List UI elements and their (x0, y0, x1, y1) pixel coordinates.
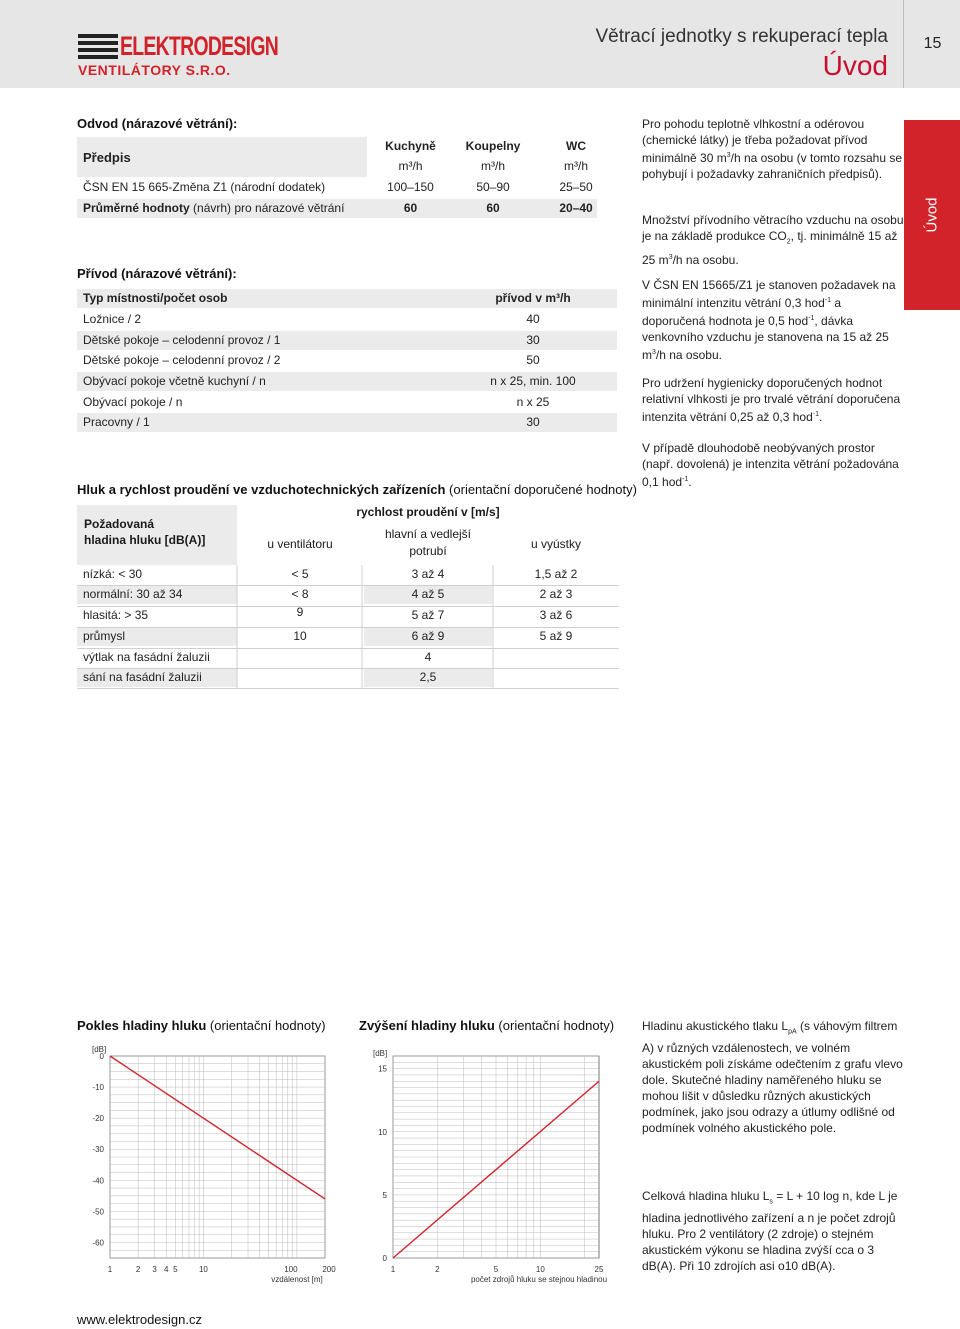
text-paragraph-1: Pro pohodu teplotně vlhkostní a odérovou (chemické látky) je třeba požadovat přívod minimálně 30 $m^3/h$ na osobu (v tomto rozsahu se pohybují i požadavky zahraničních předpisů). (642, 117, 903, 181)
row-value: < 8 (291, 587, 309, 601)
x-tick-label: 5 (493, 1265, 499, 1274)
chart2-title: Zvýšení hladiny hluku (orientační hodnoty) (359, 1018, 615, 1033)
side-section-tab (904, 120, 960, 310)
text-paragraph-4: Pro udržení hygienicky doporučených hodnot relativní vlhkosti je pro trvalé větrání doporučena intenzita větrání 0,25 až 0,3 hod$^{-1}$. (642, 376, 901, 424)
page-header (0, 0, 960, 88)
row-label: nízká: < 30 (83, 567, 143, 581)
row-value: 9 (296, 605, 304, 619)
x-tick-label: 100 (284, 1265, 298, 1274)
chart-zvyseni (359, 1040, 619, 1290)
text-paragraph-6: Hladinu akustického tlaku $L_{pA}$ (s váhovým filtrem A) v různých vzdálenostech, ve volném akustickém poli získáme odečtením z grafu vlevo dole. Skutečné hladiny naměřeného hluku se mohou lišit v důsledku různých akustických podmínek, jako jsou odrazy a útlumy odlišné od podmínek volného akustického pole. (642, 1019, 903, 1136)
row-label: hlasitá: > 35 (83, 608, 149, 622)
hluk-head-left-1: Požadovaná (84, 517, 155, 531)
row-label: Obývací pokoje / n (83, 395, 183, 409)
x-tick-label: 2 (435, 1265, 440, 1274)
logo-name: ELEKTRODESIGN (120, 30, 279, 61)
unit-wc: m³/h (564, 159, 588, 173)
col-hlavni-1: hlavní a vedlejší (384, 527, 472, 541)
row-label: Obývací pokoje včetně kuchyní / n (83, 374, 266, 388)
row-value: 60 (486, 201, 500, 215)
y-tick-label: -60 (92, 1238, 104, 1248)
privod-title: Přívod (nárazové větrání): (77, 266, 237, 281)
row-value: 50–90 (476, 180, 510, 194)
privod-head-left: Typ místnosti/počet osob (83, 291, 228, 305)
row-value: 2,5 (419, 670, 437, 684)
x-tick-label: 10 (535, 1265, 545, 1274)
text-paragraph-7: Celková hladina hluku $L_s = L + 10$ log n, kde L je hladina jednotlivého zařízení a n je počet zdrojů hluku. Pro 2 ventilátory (2 zdroje) o stejném akustickém výkonu se hladina zvýší cca o 3 dB(A). Při 10 zdrojích asi o10 dB(A). (642, 1189, 898, 1274)
y-tick-label: 5 (382, 1190, 387, 1200)
unit-koupelny: m³/h (481, 159, 505, 173)
x-tick-label: 200 (322, 1265, 336, 1274)
predpis-label: Předpis (83, 150, 131, 165)
x-tick-label: 5 (173, 1265, 178, 1274)
unit-kuchyne: m³/h (398, 159, 423, 173)
page-number: 15 (903, 0, 960, 88)
hluk-title: Hluk a rychlost proudění ve vzduchotechnických zařízeních (orientační doporučené hodnoty) (77, 482, 637, 497)
col-kuchyne: Kuchyně (385, 139, 436, 153)
row-value: n x 25, min. 100 (490, 374, 576, 388)
x-tick-label: 4 (164, 1265, 169, 1274)
y-tick-label: -40 (92, 1176, 104, 1186)
x-tick-label: 10 (198, 1265, 208, 1274)
row-value: 40 (526, 312, 540, 326)
col-u-vyustky: u vyústky (530, 537, 581, 551)
table-row (77, 178, 597, 197)
y-tick-label: 10 (378, 1127, 387, 1137)
col-koupelny: Koupelny (465, 139, 521, 153)
table-row (77, 393, 617, 412)
text-paragraph-2: Množství přívodního větracího vzduchu na osobu je na základě produkce $CO_2$, tj. minimálně 15 až 25 $m^3/h$ na osobu. (642, 213, 904, 268)
row-value: 5 až 7 (411, 608, 445, 622)
chart1-xlabel: vzdálenost [m] (271, 1275, 323, 1284)
chart2-xlabel: počet zdrojů hluku se stejnou hladinou (470, 1275, 608, 1284)
y-tick-label: -20 (92, 1114, 104, 1124)
row-label: ČSN EN 15 665-Změna Z1 (národní dodatek) (83, 180, 326, 194)
col-u-ventilatoru: u ventilátoru (267, 537, 333, 551)
x-tick-label: 1 (390, 1265, 396, 1274)
row-label: Průměrné hodnoty (návrh) pro nárazové větrání (83, 201, 345, 215)
table-row (77, 310, 617, 329)
row-value: 50 (526, 353, 540, 367)
table-row (77, 331, 617, 350)
text-paragraph-5: V případě dlouhodobě neobývaných prostor (např. dovolená) je intenzita větrání požadována 0,1 hod$^{-1}$. (642, 441, 899, 489)
row-value: 30 (526, 333, 540, 347)
company-logo[interactable] (78, 30, 279, 78)
row-value: 10 (293, 629, 307, 643)
row-value: < 5 (291, 567, 309, 581)
chart-pokles (77, 1040, 347, 1290)
side-tab-label: Úvod (923, 197, 941, 233)
hluk-head-left-2: hladina hluku [dB(A)] (84, 533, 206, 547)
row-label: Pracovny / 1 (83, 415, 150, 429)
row-value: 6 až 9 (411, 629, 445, 643)
row-value: 25–50 (559, 180, 593, 194)
y-tick-label: -10 (92, 1083, 104, 1093)
table-row (77, 372, 617, 391)
chart2-ylabel: [dB] (373, 1049, 388, 1058)
row-value: 2 až 3 (539, 587, 573, 601)
x-tick-label: 25 (594, 1265, 604, 1274)
y-tick-label: -30 (92, 1145, 104, 1155)
row-value: 3 až 4 (411, 567, 445, 581)
x-tick-label: 2 (135, 1265, 141, 1274)
privod-header-row (77, 289, 617, 308)
text-paragraph-3: V ČSN EN 15665/Z1 je stanoven požadavek na minimální intenzitu větrání 0,3 hod$^{-1}$ a doporučená hodnota je 0,5 hod$^{-1}$, dávka venkovního vzduchu je stanovena na 15 až 25 $m^3/h$ na osobu. (642, 278, 896, 362)
row-value: 3 až 6 (539, 608, 573, 622)
col-wc: WC (566, 139, 586, 153)
row-label: normální: 30 až 34 (83, 587, 183, 601)
y-tick-label: 15 (378, 1064, 387, 1074)
row-label: Ložnice / 2 (83, 312, 142, 326)
row-value: 20–40 (559, 201, 593, 215)
row-label: výtlak na fasádní žaluzii (83, 650, 210, 664)
logo-subtitle: VENTILÁTORY S.R.O. (78, 62, 231, 78)
x-tick-label: 3 (152, 1265, 157, 1274)
logo-mark-icon (78, 32, 118, 60)
row-label: Dětské pokoje – celodenní provoz / 1 (83, 333, 281, 347)
chart1-title: Pokles hladiny hluku (orientační hodnoty) (77, 1018, 326, 1033)
row-label: Dětské pokoje – celodenní provoz / 2 (83, 353, 281, 367)
hluk-head-speed: rychlost proudění v [m/s] (356, 505, 500, 519)
x-tick-label: 1 (107, 1265, 113, 1274)
hluk-table-grid (77, 565, 619, 689)
chart1-ylabel: [dB] (92, 1045, 107, 1054)
odvod-title: Odvod (nárazové větrání): (77, 116, 238, 131)
y-tick-label: -50 (92, 1207, 104, 1217)
row-label: průmysl (83, 629, 126, 643)
header-title: Úvod (822, 50, 888, 81)
row-value: n x 25 (516, 395, 550, 409)
odvod-header-row (77, 137, 597, 177)
table-row (77, 413, 617, 432)
row-label: sání na fasádní žaluzii (83, 670, 202, 684)
privod-head-right: přívod v m³/h (495, 291, 571, 305)
y-tick-label: 0 (99, 1052, 104, 1061)
row-value: 4 (424, 650, 432, 664)
row-value: 4 až 5 (411, 587, 445, 601)
header-subtitle: Větrací jednotky s rekuperací tepla (595, 26, 888, 47)
y-tick-label: 0 (382, 1254, 387, 1263)
footer-url[interactable]: www.elektrodesign.cz (77, 1312, 202, 1327)
row-value: 1,5 až 2 (534, 567, 578, 581)
row-value: 30 (526, 415, 540, 429)
row-value: 5 až 9 (539, 629, 573, 643)
row-value: 100–150 (387, 180, 434, 194)
table-row (77, 351, 617, 370)
col-hlavni-2: potrubí (409, 544, 447, 558)
table-row (77, 199, 597, 218)
row-value: 60 (403, 201, 418, 215)
